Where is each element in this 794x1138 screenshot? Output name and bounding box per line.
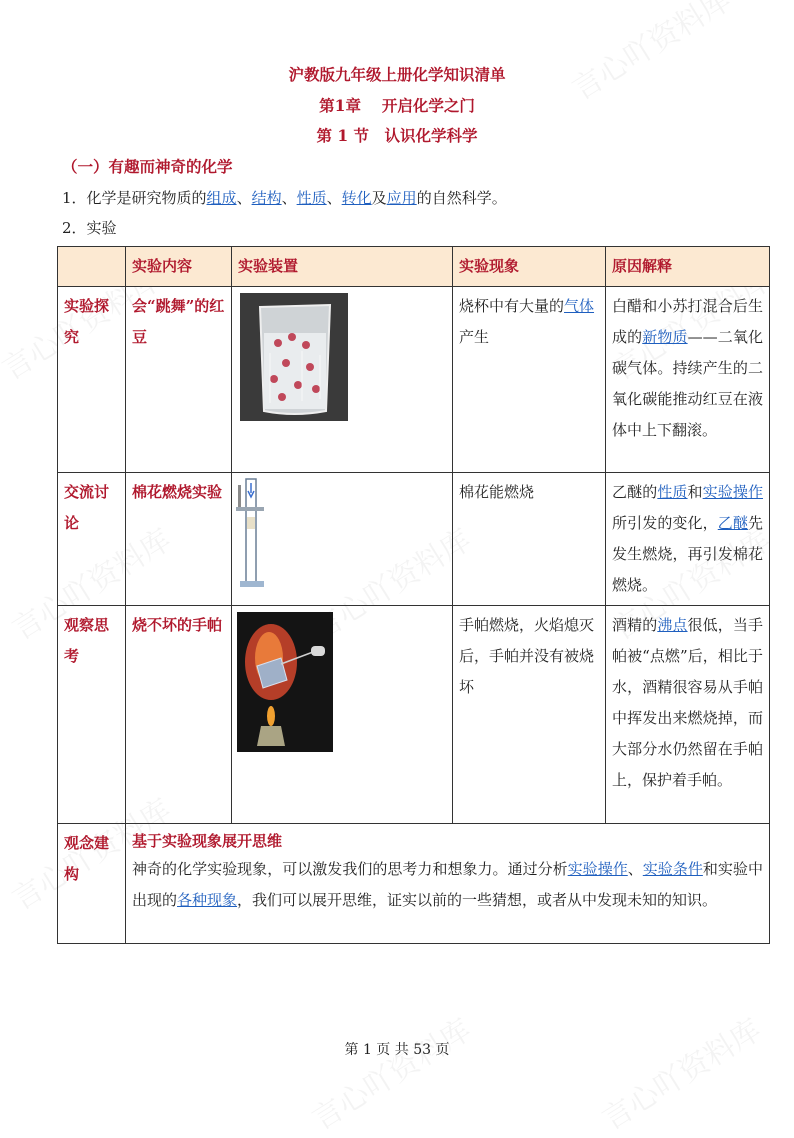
- apparatus-cell: [232, 473, 453, 606]
- concept-heading: 基于实验现象展开思维: [132, 832, 283, 850]
- header-cell: 实验装置: [232, 247, 453, 287]
- explanation-cell: [606, 606, 770, 824]
- explanation-text: 酒精的: [612, 616, 658, 634]
- concept-text-part: ，我们可以展开思维，证实以前的一些猜想，或者从中发现未知的知识。: [237, 891, 718, 909]
- property-link[interactable]: 性质: [657, 483, 688, 501]
- boiling-point-link[interactable]: 沸点: [657, 616, 688, 634]
- term-link[interactable]: 结构: [251, 189, 282, 207]
- watermark: [592, 1006, 768, 1138]
- separator: 、: [326, 189, 342, 207]
- explanation-text: ——二氧化碳气体。持续产生的二氧化碳能推动红豆在液体中上下翻滚。: [612, 328, 763, 439]
- explanation-cell: [606, 287, 770, 473]
- term-link[interactable]: 性质: [296, 189, 327, 207]
- gas-link[interactable]: 气体: [564, 297, 595, 315]
- page-footer: 第 1 页 共 53 页: [344, 1042, 450, 1058]
- phenomenon-cell: 棉花能燃烧: [453, 473, 606, 606]
- concept-text-part: 神奇的化学实验现象，可以激发我们的思考力和想象力。通过分析: [132, 860, 568, 878]
- handkerchief-flame-image: [237, 612, 333, 752]
- apparatus-cell: [232, 606, 453, 824]
- header-cell: 实验现象: [453, 247, 606, 287]
- category-cell: 观念建构: [58, 824, 126, 944]
- operation-link[interactable]: 实验操作: [702, 483, 763, 501]
- explanation-cell: [606, 473, 770, 606]
- explanation-text: 所引发的变化，: [612, 514, 718, 532]
- header-cell: 原因解释: [606, 247, 770, 287]
- category-cell: 交流讨论: [58, 473, 126, 606]
- category-cell: 观察思考: [58, 606, 126, 824]
- ether-link[interactable]: 乙醚: [717, 514, 748, 532]
- table-row: [58, 606, 770, 824]
- phenomenon-text: 产生: [459, 328, 490, 346]
- term-link[interactable]: 应用: [386, 189, 417, 207]
- point-1: [62, 187, 507, 208]
- explanation-text: 乙醚的: [612, 483, 658, 501]
- phenomenon-cell: [453, 287, 606, 473]
- concept-text-part: 、: [627, 860, 643, 878]
- watermark: [302, 1006, 478, 1138]
- beaker-beans-image: [240, 293, 348, 421]
- separator: 、: [236, 189, 252, 207]
- content-cell: 棉花燃烧实验: [126, 473, 232, 606]
- table-header-row: [58, 247, 770, 287]
- apparatus-cell: [232, 287, 453, 473]
- phenomenon-text: 烧杯中有大量的: [459, 297, 565, 315]
- conjunction: 及: [371, 189, 387, 207]
- phenomenon-cell: 手帕燃烧，火焰熄灭后，手帕并没有被烧坏: [453, 606, 606, 824]
- concept-row: [58, 824, 770, 944]
- point-1-prefix: 1．化学是研究物质的: [62, 189, 207, 207]
- experiment-table: [57, 246, 770, 944]
- explanation-text: 先发生燃烧，再引发棉花燃烧。: [612, 514, 763, 594]
- category-cell: 实验探究: [58, 287, 126, 473]
- concept-text: [132, 854, 763, 916]
- table-row: [58, 287, 770, 473]
- explanation-text: 很低，当手帕被“点燃”后，相比于水，酒精很容易从手帕中挥发出来燃烧掉，而大部分水仍然留在手帕上，保护着手帕。: [612, 616, 763, 789]
- separator: 、: [281, 189, 297, 207]
- header-cell: [58, 247, 126, 287]
- content-cell: 会“跳舞”的红豆: [126, 287, 232, 473]
- phenomena-link[interactable]: 各种现象: [177, 891, 238, 909]
- watermark: [562, 0, 738, 108]
- document-title: 沪教版九年级上册化学知识清单: [288, 65, 506, 84]
- point-1-suffix: 的自然科学。: [416, 189, 507, 207]
- term-link[interactable]: 转化: [341, 189, 372, 207]
- chapter-title: 第1章 开启化学之门: [319, 96, 475, 115]
- new-substance-link[interactable]: 新物质: [642, 328, 688, 346]
- section-title: 第 1 节 认识化学科学: [316, 126, 478, 145]
- subsection-heading: （一）有趣而神奇的化学: [62, 157, 233, 176]
- table-row: [58, 473, 770, 606]
- concept-text-part: 和实验中出现的: [132, 860, 763, 909]
- point-2: 2．实验: [62, 219, 117, 237]
- explanation-text: 和: [687, 483, 703, 501]
- term-link[interactable]: 组成: [206, 189, 237, 207]
- operation-link[interactable]: 实验操作: [567, 860, 628, 878]
- cotton-burning-apparatus-image: [236, 477, 270, 589]
- explanation-text: 白醋和小苏打混合后生成的: [612, 297, 763, 346]
- condition-link[interactable]: 实验条件: [642, 860, 703, 878]
- concept-cell: [126, 824, 770, 944]
- content-cell: 烧不坏的手帕: [126, 606, 232, 824]
- header-cell: 实验内容: [126, 247, 232, 287]
